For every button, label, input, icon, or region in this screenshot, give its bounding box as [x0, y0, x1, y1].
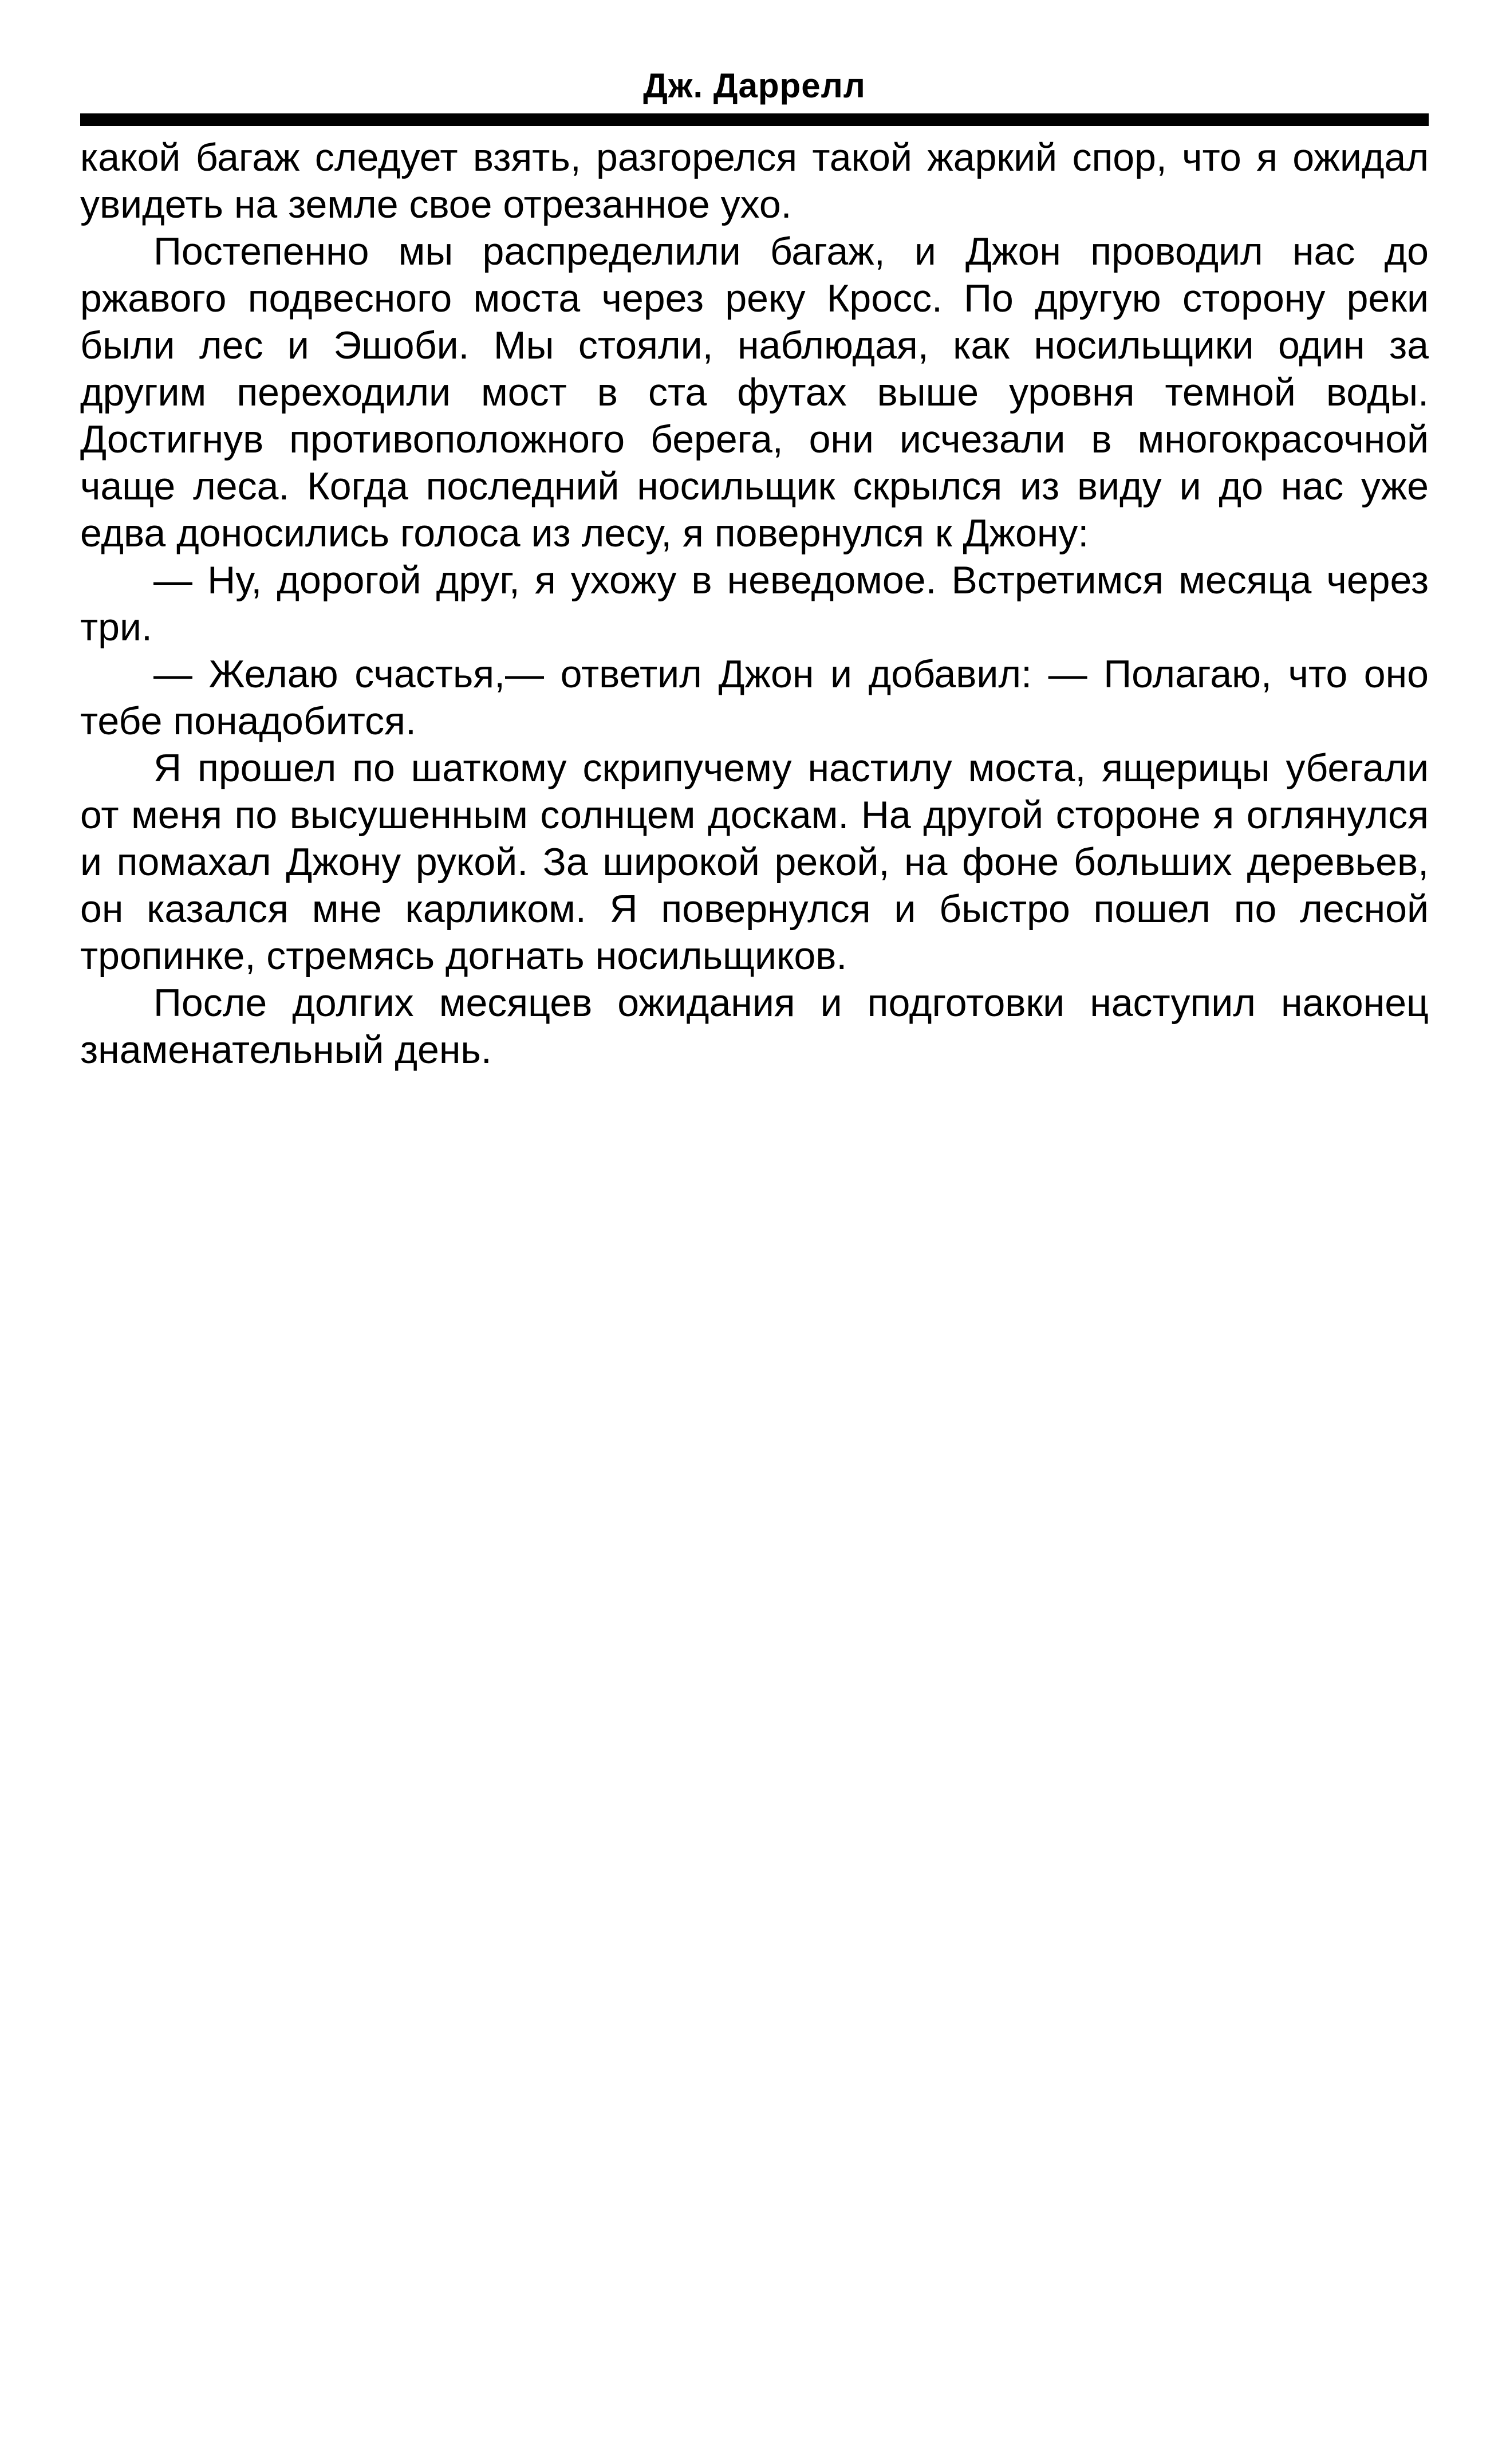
header-divider-rule	[80, 113, 1429, 126]
paragraph-continuation: какой багаж следует взять, разгорелся такой жаркий спор, что я ожидал увидеть на земле свое отрезанное ухо.	[80, 136, 1429, 226]
paragraph-dialogue-reply: — Желаю счастья,— ответил Джон и добавил: — Полагаю, что оно тебе понадобится.	[80, 652, 1429, 743]
paragraph-dialogue-farewell: — Ну, дорогой друг, я ухожу в неведомое. Встретимся месяца через три.	[80, 558, 1429, 649]
body-text	[80, 134, 1429, 1073]
running-head-author: Дж. Даррелл	[643, 66, 866, 105]
book-page	[80, 63, 1429, 1073]
paragraph-bridge-crossing: Постепенно мы распределили багаж, и Джон проводил нас до ржавого подвесного моста через реку Кросс. По другую сторону реки были лес и Эшоби. Мы стояли, наблюдая, как носильщики один за другим переходили мост в ста футах выше уровня темной воды. Достигнув противоположного берега, они исчезали в многокрасочной чаще леса. Когда последний носильщик скрылся из виду и до нас уже едва доносились голоса из лесу, я повернулся к Джону:	[80, 230, 1429, 555]
paragraph-closing: После долгих месяцев ожидания и подготовки наступил наконец знаменательный день.	[80, 981, 1429, 1072]
paragraph-walk-across: Я прошел по шаткому скрипучему настилу моста, ящерицы убегали от меня по высушенным солнцем доскам. На другой стороне я оглянулся и помахал Джону рукой. За широкой рекой, на фоне больших деревьев, он казался мне карликом. Я повернулся и быстро пошел по лесной тропинке, стремясь догнать носильщиков.	[80, 746, 1429, 978]
